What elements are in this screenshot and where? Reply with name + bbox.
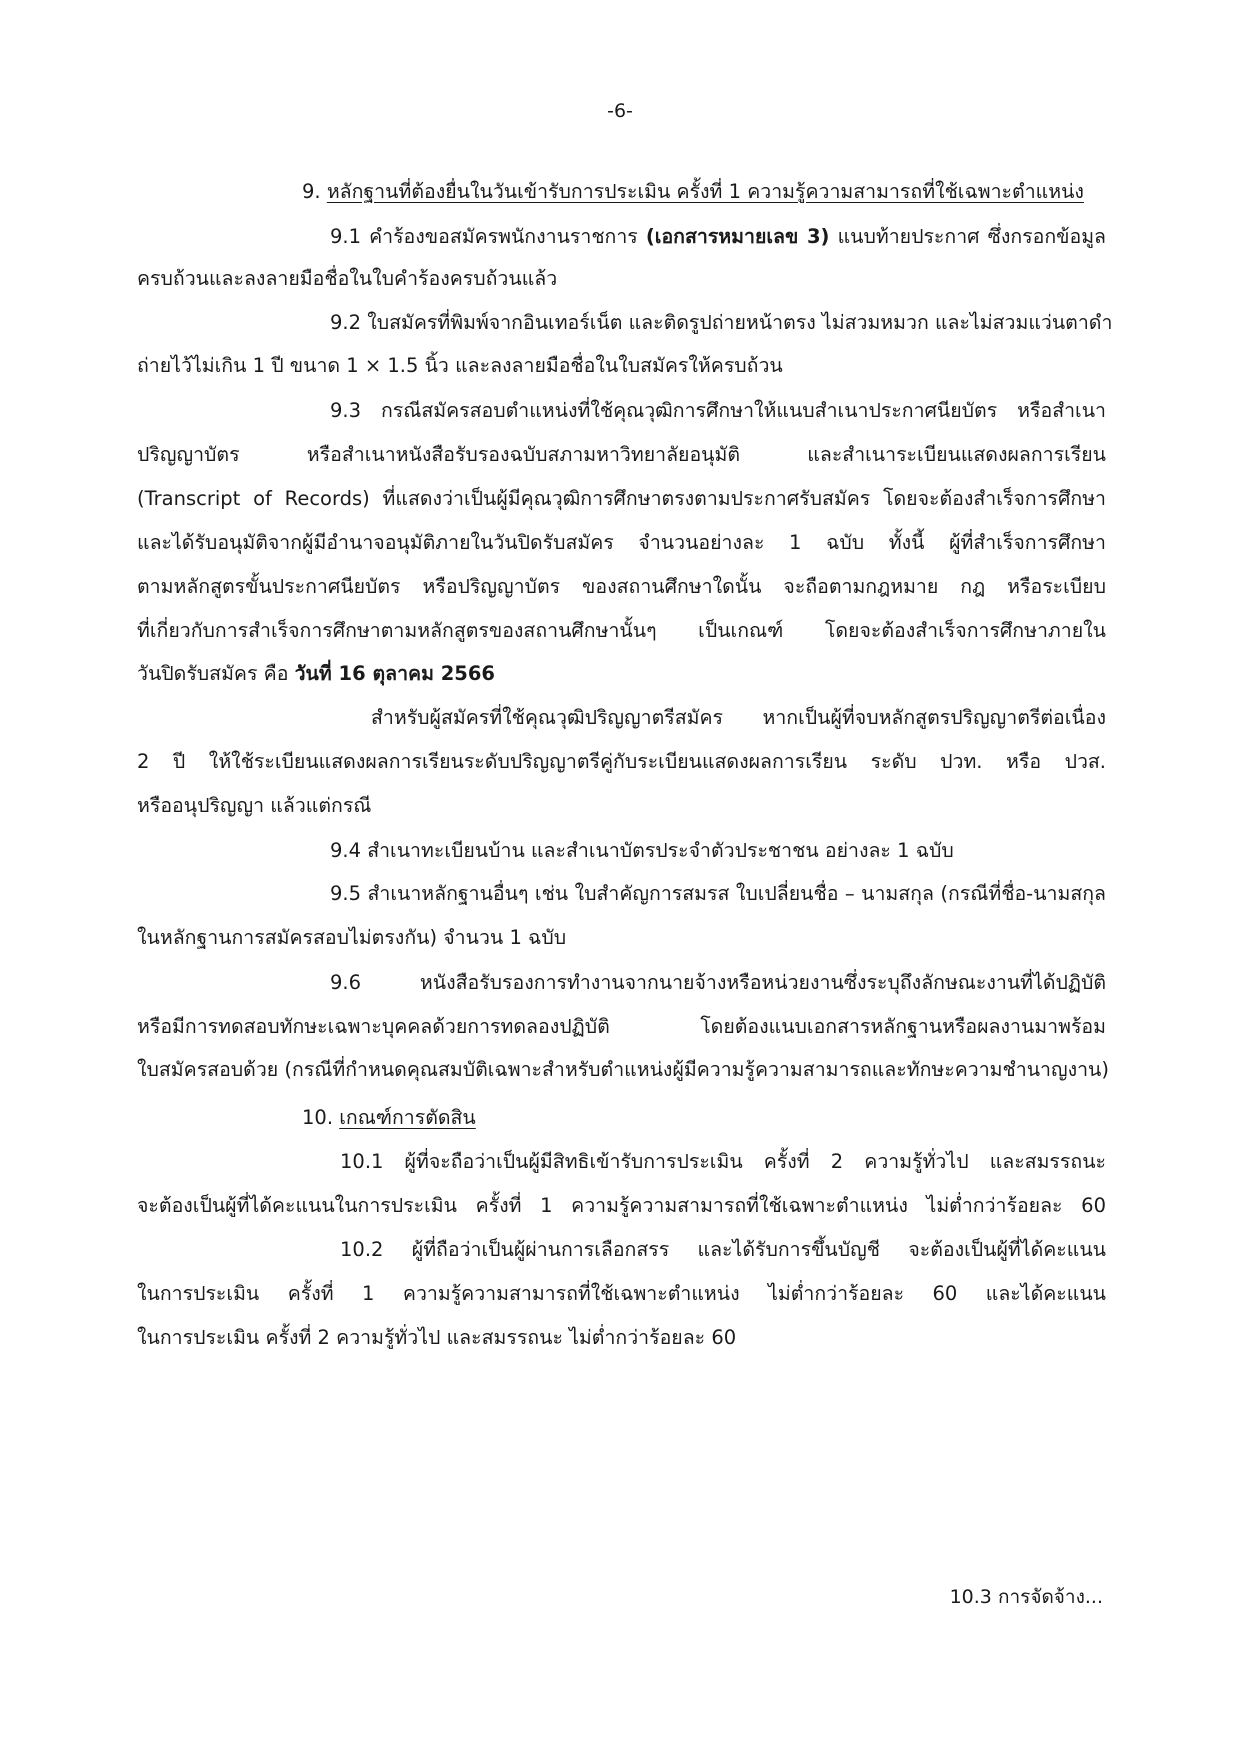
catchword-next-page: 10.3 การจัดจ้าง... <box>949 1586 1103 1608</box>
section-10-title: เกณฑ์การตัดสิน <box>339 1106 476 1129</box>
item-10-2-line-2: ในการประเมิน ครั้งที่ 1 ความรู้ความสามารถที่ใช้เฉพาะตำแหน่ง ไม่ต่ำกว่าร้อยละ 60 และได้คะแนน <box>137 1282 1106 1305</box>
section-9-number: 9. <box>302 180 321 203</box>
item-10-2-line-3: ในการประเมิน ครั้งที่ 2 ความรู้ทั่วไป และสมรรถนะ ไม่ต่ำกว่าร้อยละ 60 <box>137 1326 737 1349</box>
item-9-5-line-2: ในหลักฐานการสมัครสอบไม่ตรงกัน) จำนวน 1 ฉบับ <box>137 926 567 949</box>
page-number: -6- <box>607 100 633 122</box>
section-9-heading <box>302 177 1084 207</box>
item-9-3-line-7: วันปิดรับสมัคร คือ วันที่ 16 ตุลาคม 2566 <box>137 662 495 685</box>
item-10-1-line-2: จะต้องเป็นผู้ที่ได้คะแนนในการประเมิน ครั้งที่ 1 ความรู้ความสามารถที่ใช้เฉพาะตำแหน่ง ไม่ต่ำกว่าร้อยละ 60 <box>137 1194 1106 1217</box>
item-9-6-line-1: 9.6 หนังสือรับรองการทำงานจากนายจ้างหรือหน่วยงานซึ่งระบุถึงลักษณะงานที่ได้ปฏิบัติ <box>330 971 1106 994</box>
item-9-1-line-1: 9.1 คำร้องขอสมัครพนักงานราชการ (เอกสารหมายเลข 3) แนบท้ายประกาศ ซึ่งกรอกข้อมูล <box>330 225 1107 248</box>
item-9-3-paragraph-2-line-1: สำหรับผู้สมัครที่ใช้คุณวุฒิปริญญาตรีสมัคร หากเป็นผู้ที่จบหลักสูตรปริญญาตรีต่อเนื่อง <box>371 706 1106 729</box>
item-9-3-line-6: ที่เกี่ยวกับการสำเร็จการศึกษาตามหลักสูตรของสถานศึกษานั้นๆ เป็นเกณฑ์ โดยจะต้องสำเร็จการศึกษาภายใน <box>137 619 1106 642</box>
item-9-3-line-5: ตามหลักสูตรขั้นประกาศนียบัตร หรือปริญญาบัตร ของสถานศึกษาใดนั้น จะถือตามกฎหมาย กฎ หรือระเบียบ <box>137 575 1106 598</box>
item-9-1-line-2: ครบถ้วนและลงลายมือชื่อในใบคำร้องครบถ้วนแล้ว <box>137 267 558 290</box>
item-9-4-line-1: 9.4 สำเนาทะเบียนบ้าน และสำเนาบัตรประจำตัวประชาชน อย่างละ 1 ฉบับ <box>330 839 954 862</box>
item-9-6-line-2: หรือมีการทดสอบทักษะเฉพาะบุคคลด้วยการทดลองปฏิบัติ โดยต้องแนบเอกสารหลักฐานหรือผลงานมาพร้อม <box>137 1015 1106 1038</box>
item-9-2-line-2: ถ่ายไว้ไม่เกิน 1 ปี ขนาด 1 × 1.5 นิ้ว และลงลายมือชื่อในใบสมัครให้ครบถ้วน <box>137 354 783 377</box>
section-10-heading <box>302 1103 476 1133</box>
item-9-3-paragraph-2-line-3: หรืออนุปริญญา แล้วแต่กรณี <box>137 794 372 817</box>
item-9-5-line-1: 9.5 สำเนาหลักฐานอื่นๆ เช่น ใบสำคัญการสมรส ใบเปลี่ยนชื่อ – นามสกุล (กรณีที่ชื่อ-นามสกุล <box>330 882 1106 905</box>
item-9-3-line-4: และได้รับอนุมัติจากผู้มีอำนาจอนุมัติภายในวันปิดรับสมัคร จำนวนอย่างละ 1 ฉบับ ทั้งนี้ ผู้ที่สำเร็จการศึกษา <box>137 531 1106 554</box>
item-9-3-line-3: (Transcript of Records) ที่แสดงว่าเป็นผู้มีคุณวุฒิการศึกษาตรงตามประกาศรับสมัคร โดยจะต้องสำเร็จการศึกษา <box>137 487 1106 510</box>
item-9-6-line-3: ใบสมัครสอบด้วย (กรณีที่กำหนดคุณสมบัติเฉพาะสำหรับตำแหน่งผู้มีความรู้ความสามารถและทักษะความชำนาญงาน) <box>137 1058 1109 1081</box>
section-10-number: 10. <box>302 1106 334 1129</box>
item-9-2-line-1: 9.2 ใบสมัครที่พิมพ์จากอินเทอร์เน็ต และติดรูปถ่ายหน้าตรง ไม่สวมหมวก และไม่สวมแว่นตาดำ <box>330 311 1113 334</box>
item-9-3-line-1: 9.3 กรณีสมัครสอบตำแหน่งที่ใช้คุณวุฒิการศึกษาให้แนบสำเนาประกาศนียบัตร หรือสำเนา <box>330 399 1106 422</box>
item-10-2-line-1: 10.2 ผู้ที่ถือว่าเป็นผู้ผ่านการเลือกสรร และได้รับการขึ้นบัญชี จะต้องเป็นผู้ที่ได้คะแนน <box>340 1238 1106 1261</box>
item-10-1-line-1: 10.1 ผู้ที่จะถือว่าเป็นผู้มีสิทธิเข้ารับการประเมิน ครั้งที่ 2 ความรู้ทั่วไป และสมรรถนะ <box>340 1150 1106 1173</box>
section-9-title: หลักฐานที่ต้องยื่นในวันเข้ารับการประเมิน ครั้งที่ 1 ความรู้ความสามารถที่ใช้เฉพาะตำแหน่ง <box>326 180 1084 203</box>
item-9-3-line-2: ปริญญาบัตร หรือสำเนาหนังสือรับรองฉบับสภามหาวิทยาลัยอนุมัติ และสำเนาระเบียนแสดงผลการเรียน <box>137 443 1106 466</box>
item-9-3-paragraph-2-line-2: 2 ปี ให้ใช้ระเบียนแสดงผลการเรียนระดับปริญญาตรีคู่กับระเบียนแสดงผลการเรียน ระดับ ปวท. หรือ ปวส. <box>137 750 1106 773</box>
